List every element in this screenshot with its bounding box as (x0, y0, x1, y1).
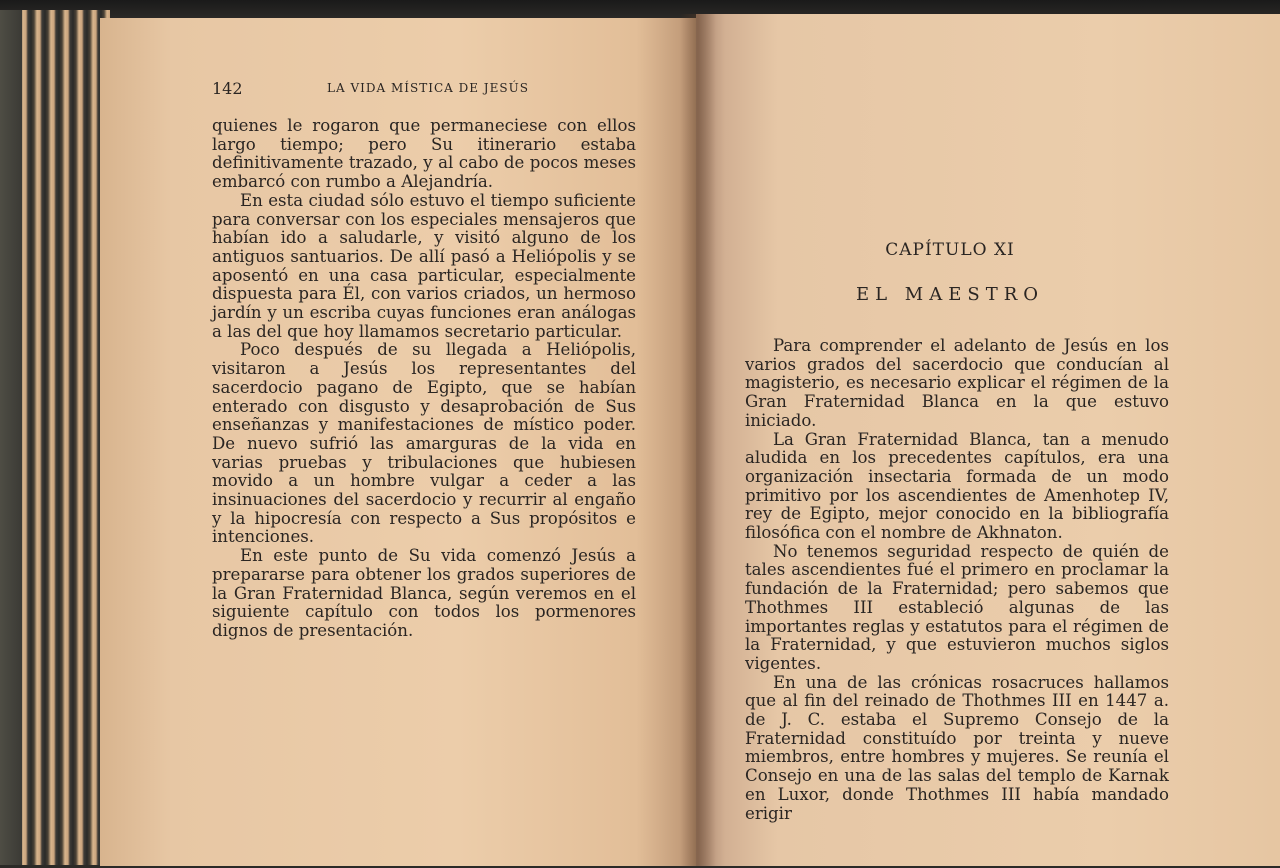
page-edges (0, 10, 110, 865)
paragraph: quienes le rogaron que permaneciese con ellos largo tiempo; pero Su itinerario estaba definitivamente trazado, y al cabo de pocos meses embarcó con rumbo a Alejandría. (212, 116, 636, 192)
paragraph: En este punto de Su vida comenzó Jesús a prepararse para obtener los grados superiores de la Gran Fraternidad Blanca, según veremos en el siguiente capítulo con todos los pormenores dignos de presentación. (212, 546, 636, 640)
paragraph: La Gran Fraternidad Blanca, tan a menudo aludida en los precedentes capítulos, era una organización insectaria formada de un modo primitivo por los ascendientes de Amenhotep IV, rey de Egipto, mejor conocido en la bibliografía filosófica con el nombre de Akhnaton. (745, 429, 1169, 543)
paragraph: Para comprender el adelanto de Jesús en los varios grados del sacerdocio que conducían al magisterio, es necesario explicar el régimen de la Gran Fraternidad Blanca en la que estuvo iniciado. (745, 336, 1169, 430)
paragraph: Poco después de su llegada a Heliópolis, visitaron a Jesús los representantes del sacerdocio pagano de Egipto, que se habían enterado con disgusto y desaprobación de Sus enseñanzas y manifestaciones de místico poder. De nuevo sufrió las amarguras de la vida en varias pruebas y tribulaciones que hubiesen movido a un hombre vulgar a ceder a las insinuaciones del sacerdocio y recurrir al engaño y la hipocresía con respecto a Sus propósitos e intenciones. (212, 340, 636, 547)
book-cover-edge (0, 10, 22, 865)
chapter-label: CAPÍTULO XI (885, 240, 1015, 260)
paragraph: No tenemos seguridad respecto de quién de tales ascendientes fué el primero en proclamar la fundación de la Fraternidad; pero sabemos que Thothmes III estableció algunas de las importantes reglas y estatutos para el régimen de la Fraternidad, y que estuvieron muchos siglos vigentes. (745, 541, 1169, 673)
running-title: LA VIDA MÍSTICA DE JESÚS (327, 81, 529, 95)
book-gutter (680, 14, 716, 866)
running-head (212, 79, 652, 101)
left-page-body (212, 117, 636, 641)
paragraph: En una de las crónicas rosacruces hallamos que al fin del reinado de Thothmes III en 1447 a. de J. C. estaba el Supremo Consejo de la Fraternidad constituído por treinta y nueve miembros, entre hombres y mujeres. Se reunía el Consejo en una de las salas del templo de Karnak en Luxor, donde Thothmes III había mandado erigir (745, 672, 1169, 823)
paragraph: En esta ciudad sólo estuvo el tiempo suficiente para conversar con los especiales mensajeros que habían ido a saludarle, y visitó alguno de los antiguos santuarios. De allí pasó a Heliópolis y se aposentó en una casa particular, especialmente dispuesta para Él, con varios criados, un hermoso jardín y un escriba cuyas funciones eran análogas a las del que hoy llamamos secretario particular. (212, 190, 636, 341)
right-page-body (745, 337, 1169, 823)
chapter-title: EL MAESTRO (855, 284, 1045, 305)
page-number: 142 (212, 79, 243, 98)
